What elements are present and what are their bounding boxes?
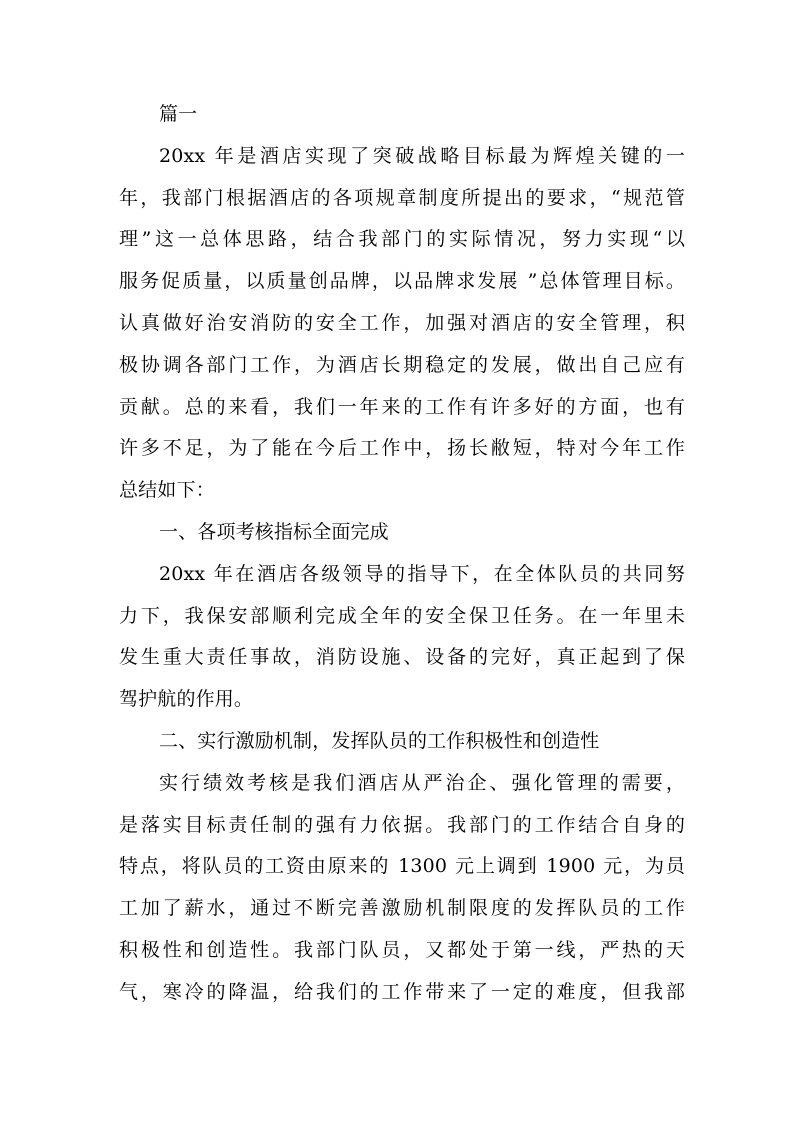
paragraph-2: [119, 554, 685, 721]
paragraph-line: 总结如下：: [119, 479, 215, 502]
paragraph-line: 实行绩效考核是我们酒店从严治企、强化管理的需要，: [159, 771, 685, 794]
paragraph-line: 贡献。总的来看，我们一年来的工作有许多好的方面，也有: [119, 395, 685, 418]
paragraph-3: [119, 763, 685, 1014]
paragraph-line: 理”这一总体思路，结合我部门的实际情况，努力实现“以: [119, 228, 685, 251]
paragraph-line: 积极性和创造性。我部门队员，又都处于第一线，严热的天: [119, 938, 685, 961]
section-2-title: 二、实行激励机制，发挥队员的工作积极性和创造性: [159, 729, 600, 752]
paragraph-line: 特点，将队员的工资由原来的 1300 元上调到 1900 元，为员: [119, 855, 685, 878]
paragraph-1: [119, 136, 685, 512]
document-body: [119, 94, 685, 1014]
paragraph-line: 许多不足，为了能在今后工作中，扬长敝短，特对今年工作: [119, 437, 685, 460]
paragraph-line: 服务促质量，以质量创品牌，以品牌求发展 ”总体管理目标。: [119, 270, 685, 293]
document-heading: 篇一: [159, 103, 198, 125]
paragraph-line: 20xx 年在酒店各级领导的指导下，在全体队员的共同努: [159, 562, 685, 585]
paragraph-line: 是落实目标责任制的强有力依据。我部门的工作结合自身的: [119, 813, 685, 836]
paragraph-line: 年，我部门根据酒店的各项规章制度所提出的要求，“规范管: [119, 186, 685, 209]
paragraph-line: 力下，我保安部顺利完成全年的安全保卫任务。在一年里未: [119, 604, 685, 627]
paragraph-line: 20xx 年是酒店实现了突破战略目标最为辉煌关键的一: [159, 144, 685, 167]
section-1-title: 一、各项考核指标全面完成: [159, 520, 389, 543]
paragraph-line: 认真做好治安消防的安全工作，加强对酒店的安全管理，积: [119, 311, 685, 334]
paragraph-line: 气，寒冷的降温，给我们的工作带来了一定的难度，但我部: [119, 980, 685, 1003]
paragraph-line: 驾护航的作用。: [119, 688, 254, 711]
paragraph-line: 工加了薪水，通过不断完善激励机制限度的发挥队员的工作: [119, 897, 685, 920]
paragraph-line: 极协调各部门工作，为酒店长期稳定的发展，做出自己应有: [119, 353, 685, 376]
paragraph-line: 发生重大责任事故，消防设施、设备的完好，真正起到了保: [119, 646, 685, 669]
